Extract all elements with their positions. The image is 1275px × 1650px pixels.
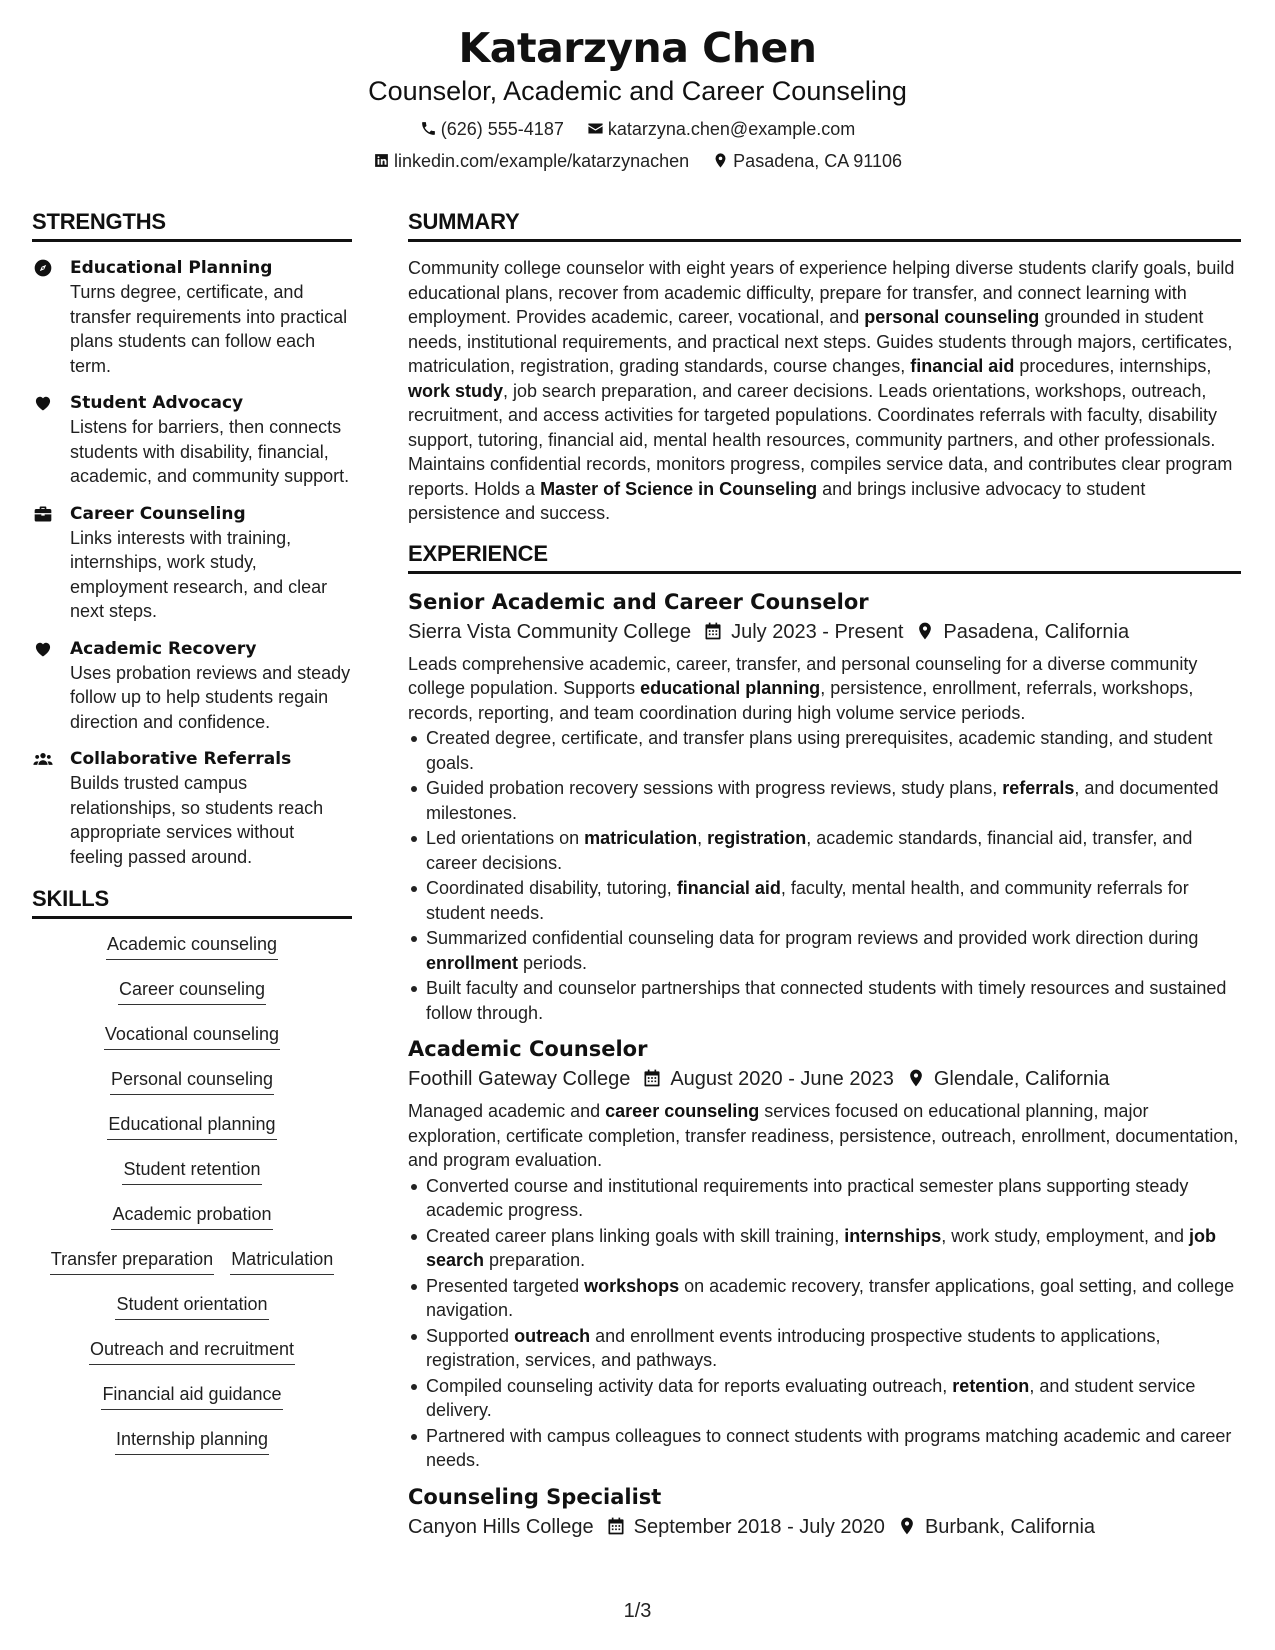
calendar-icon xyxy=(703,621,723,641)
job-dates-text: August 2020 - June 2023 xyxy=(670,1068,894,1090)
text-segment: , academic standards, financial aid, transfer, and career decisions. xyxy=(426,828,1193,873)
calendar-icon xyxy=(606,1516,626,1536)
bullet-item xyxy=(408,726,1241,775)
text-segment: Led orientations on xyxy=(426,828,585,848)
job-dates-text: July 2023 - Present xyxy=(731,620,904,643)
map-pin-icon xyxy=(906,1068,926,1088)
text-segment: Managed academic and xyxy=(408,1101,606,1121)
strengths-heading: STRENGTHS xyxy=(32,208,352,242)
job-organization: Canyon Hills College xyxy=(408,1515,594,1538)
highlighted-term: financial aid xyxy=(910,356,1015,376)
skill-row xyxy=(32,1383,352,1428)
skill-tag: Academic probation xyxy=(111,1203,272,1230)
left-column xyxy=(32,208,352,1473)
resume-header xyxy=(0,22,1275,172)
skill-row xyxy=(32,1293,352,1338)
skill-tag: Outreach and recruitment xyxy=(89,1338,295,1365)
highlighted-term: Master of Science in Counseling xyxy=(540,478,818,499)
strength-item xyxy=(32,637,352,735)
envelope-icon xyxy=(587,120,604,137)
skill-tag: Personal counseling xyxy=(110,1068,274,1095)
email-text: katarzyna.chen@example.com xyxy=(607,119,856,139)
job-entry xyxy=(408,1483,1241,1541)
strength-item xyxy=(32,747,352,869)
job-dates xyxy=(642,1065,894,1093)
strength-description: Turns degree, certificate, and transfer requirements into practical plans students can follow each term. xyxy=(70,282,348,376)
experience-heading: EXPERIENCE xyxy=(408,540,1241,574)
candidate-name: Katarzyna Chen xyxy=(458,24,817,72)
strength-title: Collaborative Referrals xyxy=(70,749,292,769)
skill-row xyxy=(32,978,352,1023)
job-location xyxy=(897,1513,1095,1541)
job-dates xyxy=(703,618,903,646)
highlighted-term: work study xyxy=(408,380,504,401)
strength-item xyxy=(32,502,352,624)
skill-tag: Academic counseling xyxy=(106,933,278,960)
text-segment: Coordinated disability, tutoring, xyxy=(426,878,677,898)
bullet-item xyxy=(408,926,1241,975)
strength-item xyxy=(32,256,352,378)
bullet-item xyxy=(408,1274,1241,1323)
text-segment: Compiled counseling activity data for reports evaluating outreach, xyxy=(426,1375,953,1396)
job-location-text: Pasadena, California xyxy=(943,620,1130,643)
skill-row xyxy=(32,1158,352,1203)
job-title: Academic Counselor xyxy=(408,1037,648,1061)
highlighted-term: matriculation xyxy=(584,828,698,848)
skill-tag: Career counseling xyxy=(118,978,266,1005)
job-location xyxy=(906,1065,1110,1093)
job-bullets xyxy=(408,726,1241,1025)
strength-description: Listens for barriers, then connects students with disability, financial, academic, and community support. xyxy=(70,417,350,486)
skill-row xyxy=(32,1113,352,1158)
candidate-title: Counselor, Academic and Career Counseling xyxy=(368,76,907,106)
linkedin-contact[interactable] xyxy=(373,150,689,172)
location-contact xyxy=(712,150,902,172)
highlighted-term: internships xyxy=(844,1225,942,1246)
job-entry xyxy=(408,588,1241,1026)
text-segment: Leads comprehensive academic, career, transfer, and personal counseling for a diverse community college population. Supports xyxy=(408,653,1198,698)
text-segment: preparation. xyxy=(484,1250,586,1270)
users-icon xyxy=(32,749,54,769)
bullet-item xyxy=(408,1374,1241,1423)
contact-row-1 xyxy=(0,118,1275,140)
text-segment: grounded in student needs, institutional requirements, and practical next steps. Guides students through majors, certificates, matriculation, registration, grading standards, course changes, xyxy=(408,307,1233,376)
job-location-text: Burbank, California xyxy=(924,1515,1096,1538)
skill-tag: Internship planning xyxy=(115,1428,269,1455)
location-text: Pasadena, CA 91106 xyxy=(733,151,902,171)
phone-icon xyxy=(420,120,437,137)
highlighted-term: educational planning xyxy=(640,678,821,698)
bullet-item xyxy=(408,976,1241,1025)
text-segment: Built faculty and counselor partnerships that connected students with timely resources and sustained follow through. xyxy=(426,978,1227,1023)
text-segment: services focused on educational planning, major exploration, certificate completion, transfer readiness, persistence, outreach, enrollment, documentation, and program evaluation. xyxy=(408,1101,1239,1170)
linkedin-text: linkedin.com/example/katarzynachen xyxy=(394,151,690,171)
skill-row xyxy=(32,1203,352,1248)
bullet-item xyxy=(408,1174,1241,1223)
highlighted-term: personal counseling xyxy=(864,307,1040,327)
text-segment: procedures, internships, xyxy=(1014,356,1212,376)
skills-list xyxy=(32,933,352,1473)
heart-icon xyxy=(32,639,54,659)
phone-contact[interactable] xyxy=(420,118,564,140)
bullet-item xyxy=(408,776,1241,825)
text-segment: , persistence, enrollment, referrals, workshops, records, reporting, and team coordination during high volume service periods. xyxy=(408,678,1194,723)
page-number: 1/3 xyxy=(623,1600,652,1622)
text-segment: Presented targeted xyxy=(426,1275,585,1296)
skill-row xyxy=(32,1068,352,1113)
highlighted-term: job search xyxy=(426,1225,1216,1270)
job-organization: Foothill Gateway College xyxy=(408,1068,631,1090)
skill-row xyxy=(32,1338,352,1383)
highlighted-term: workshops xyxy=(584,1275,680,1296)
job-meta xyxy=(408,618,1241,646)
job-meta xyxy=(408,1065,1241,1093)
text-segment: Created career plans linking goals with skill training, xyxy=(426,1225,845,1246)
strength-description: Links interests with training, internships, work study, employment research, and clear next steps. xyxy=(70,527,328,621)
skill-tag: Vocational counseling xyxy=(104,1023,280,1050)
skill-row xyxy=(32,1248,352,1293)
strengths-list xyxy=(32,256,352,869)
skill-tag: Educational planning xyxy=(107,1113,276,1140)
text-segment: and enrollment events introducing prospective students to applications, registration, services, and pathways. xyxy=(426,1325,1161,1370)
bullet-item xyxy=(408,1424,1241,1473)
job-meta xyxy=(408,1513,1241,1541)
map-pin-icon xyxy=(915,621,935,641)
highlighted-term: outreach xyxy=(514,1325,591,1346)
text-segment: Summarized confidential counseling data for program reviews and provided work direction during xyxy=(426,928,1199,948)
highlighted-term: financial aid xyxy=(676,878,781,898)
summary-heading: SUMMARY xyxy=(408,208,1241,242)
highlighted-term: retention xyxy=(952,1375,1030,1396)
job-description xyxy=(408,652,1241,726)
text-segment: , and student service delivery. xyxy=(426,1375,1196,1420)
skill-tag: Financial aid guidance xyxy=(101,1383,282,1410)
job-organization: Sierra Vista Community College xyxy=(408,620,692,643)
text-segment: on academic recovery, transfer applications, goal setting, and college navigation. xyxy=(426,1275,1235,1320)
briefcase-icon xyxy=(32,504,54,524)
skill-row xyxy=(32,1023,352,1068)
bullet-item xyxy=(408,1324,1241,1373)
job-dates xyxy=(606,1513,885,1541)
job-title: Senior Academic and Career Counselor xyxy=(408,589,869,614)
skill-row xyxy=(32,933,352,978)
text-segment: , xyxy=(697,828,708,848)
calendar-icon xyxy=(642,1068,662,1088)
strength-description: Builds trusted campus relationships, so students reach appropriate services without feeling passed around. xyxy=(70,773,324,867)
text-segment: Supported xyxy=(426,1325,515,1346)
job-title: Counseling Specialist xyxy=(408,1484,662,1509)
highlighted-term: enrollment xyxy=(426,952,519,973)
text-segment: Community college counselor with eight years of experience helping diverse students clarify goals, build educational plans, recover from academic difficulty, prepare for transfer, and connect learning with employment. Provides academic, career, vocational, and xyxy=(408,258,1235,327)
compass-icon xyxy=(32,258,54,278)
text-segment: Guided probation recovery sessions with progress reviews, study plans, xyxy=(426,778,1003,798)
text-segment: , job search preparation, and career decisions. Leads orientations, workshops, outreach, recruitment, and access activities for targeted populations. Coordinates referrals with faculty, disability support, tutoring, financial aid, mental health resources, community partners, and other professionals. Maintains confidential records, monitors progress, compiles service data, and contributes clear program reports. Holds a xyxy=(408,380,1233,499)
map-pin-icon xyxy=(897,1516,917,1536)
job-location-text: Glendale, California xyxy=(933,1068,1110,1090)
job-dates-text: September 2018 - July 2020 xyxy=(633,1515,885,1538)
contact-row-2 xyxy=(0,150,1275,172)
text-segment: , faculty, mental health, and community referrals for student needs. xyxy=(426,878,1189,923)
text-segment: , work study, employment, and xyxy=(941,1225,1189,1246)
map-pin-icon xyxy=(712,152,729,169)
text-segment: periods. xyxy=(518,952,588,973)
skills-heading: SKILLS xyxy=(32,885,352,919)
job-bullets xyxy=(408,1174,1241,1473)
highlighted-term: registration xyxy=(707,828,807,848)
bullet-item xyxy=(408,1224,1241,1273)
linkedin-icon xyxy=(373,152,390,169)
right-column xyxy=(408,208,1241,1551)
text-segment: , and documented milestones. xyxy=(426,778,1219,823)
skill-tag: Student orientation xyxy=(115,1293,268,1320)
text-segment: and brings inclusive advocacy to student persistence and success. xyxy=(408,478,1146,523)
skill-row xyxy=(32,1428,352,1473)
experience-list xyxy=(408,588,1241,1541)
bullet-item xyxy=(408,876,1241,925)
job-entry xyxy=(408,1035,1241,1473)
skill-tag: Matriculation xyxy=(230,1248,334,1275)
job-location xyxy=(915,618,1129,646)
job-description xyxy=(408,1099,1241,1173)
text-segment: Created degree, certificate, and transfer plans using prerequisites, academic standing, and student goals. xyxy=(426,728,1213,773)
heart-icon xyxy=(32,393,54,413)
strength-title: Educational Planning xyxy=(70,258,273,278)
highlighted-term: career counseling xyxy=(605,1101,760,1121)
strength-title: Career Counseling xyxy=(70,503,246,524)
text-segment: Converted course and institutional requirements into practical semester plans supporting steady academic progress. xyxy=(426,1175,1189,1220)
strength-item xyxy=(32,391,352,489)
skill-tag: Student retention xyxy=(122,1158,261,1185)
highlighted-term: referrals xyxy=(1002,778,1075,798)
text-segment: Partnered with campus colleagues to connect students with programs matching academic and career needs. xyxy=(426,1425,1232,1470)
strength-title: Academic Recovery xyxy=(70,638,257,659)
skill-tag: Transfer preparation xyxy=(50,1248,214,1275)
summary-text xyxy=(408,256,1241,526)
phone-text: (626) 555-4187 xyxy=(440,119,564,139)
email-contact[interactable] xyxy=(587,118,855,140)
bullet-item xyxy=(408,826,1241,875)
strength-title: Student Advocacy xyxy=(70,393,244,413)
strength-description: Uses probation reviews and steady follow up to help students regain direction and confidence. xyxy=(70,662,351,732)
